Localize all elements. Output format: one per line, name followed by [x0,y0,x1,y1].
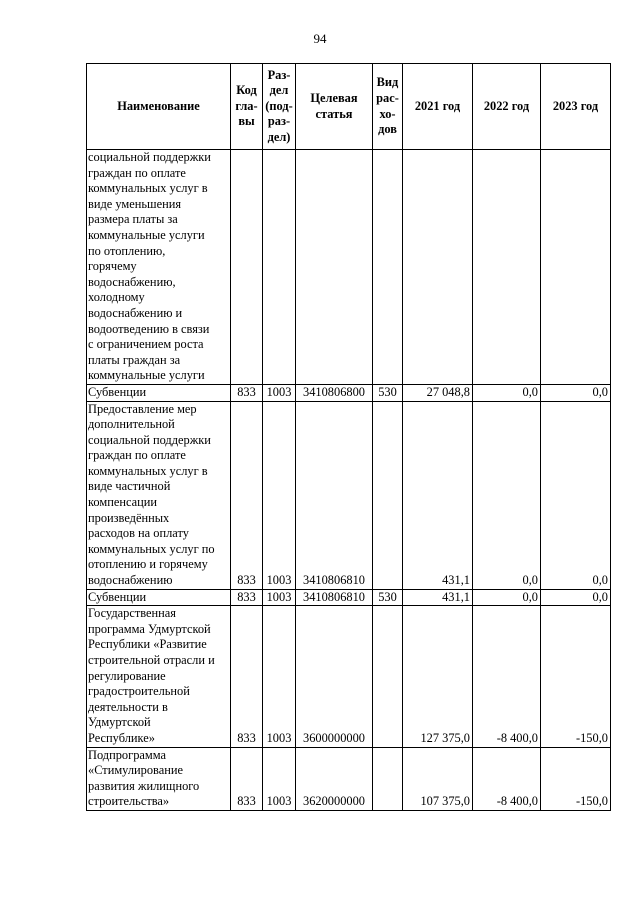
column-header-text: рас- [376,90,399,105]
cell-target: 3410806810 [296,589,373,606]
cell-expense [373,606,403,747]
column-header-text: хо- [379,106,396,121]
page-number: 94 [313,31,327,46]
cell-target: 3410806810 [296,401,373,589]
cell-target: 3620000000 [296,747,373,810]
column-header-text: 2021 год [414,98,461,113]
cell-y2023 [541,150,611,385]
column-header-chapter [231,64,263,150]
cell-section: 1003 [263,747,296,810]
cell-name-line: социальной поддержки [88,150,211,164]
column-header-y2023 [541,64,611,150]
cell-name-line: горячему [88,259,137,274]
cell-name [87,589,231,606]
cell-y2023: 0,0 [541,384,611,401]
column-header-text: дел [269,83,289,98]
cell-expense [373,747,403,810]
cell-name-line: коммунальные услуги [88,227,205,242]
cell-name-line: виде уменьшения [88,196,182,211]
cell-chapter: 833 [231,589,263,606]
cell-chapter: 833 [231,606,263,747]
cell-name-line: Удмуртской [88,715,151,730]
column-header-text: дов [378,122,397,137]
cell-y2021: 127 375,0 [403,606,473,747]
cell-chapter [231,150,263,385]
cell-name [87,401,231,589]
cell-name-line: Республике» [88,730,155,745]
cell-name-line: социальной поддержки [88,432,211,447]
cell-y2022 [473,150,541,385]
cell-name-line: компенсации [88,495,157,510]
column-header-section [263,64,296,150]
column-header-text: (под- [265,98,293,113]
cell-name-line: развития жилищного [88,778,200,793]
column-header-target [296,64,373,150]
cell-section [263,150,296,385]
cell-chapter: 833 [231,747,263,810]
cell-name-line: платы граждан за [88,352,181,367]
cell-name-line: с ограничением роста [88,337,204,352]
column-header-y2021 [403,64,473,150]
column-header-y2022 [473,64,541,150]
cell-target [296,150,373,385]
column-header-text: Наименование [117,98,200,113]
column-header-text: статья [315,106,353,121]
cell-name-line: произведённых [88,510,170,525]
column-header-name [87,64,231,150]
column-header-text: дел) [267,129,291,144]
cell-name-line: деятельности в [88,699,168,714]
table-body [87,150,611,811]
cell-chapter: 833 [231,401,263,589]
table-row [87,606,611,747]
column-header-text: Код [236,83,257,98]
cell-section: 1003 [263,606,296,747]
cell-name-line: «Стимулирование [88,763,183,778]
column-header-text: 2023 год [552,98,599,113]
column-header-text: 2022 год [483,98,530,113]
cell-name-line: размера платы за [88,212,178,227]
cell-expense [373,401,403,589]
cell-y2022: 0,0 [473,401,541,589]
column-header-text: гла- [235,98,258,113]
cell-name [87,606,231,747]
cell-name-line: градостроительной [88,684,190,699]
cell-section: 1003 [263,384,296,401]
cell-name-line: Субвенции [88,384,147,399]
column-header-text: раз- [267,114,291,129]
table-row [87,589,611,606]
cell-name-line: коммунальные услуги [88,368,205,383]
cell-y2021: 107 375,0 [403,747,473,810]
cell-y2023: -150,0 [541,747,611,810]
cell-section: 1003 [263,401,296,589]
cell-y2021: 431,1 [403,401,473,589]
cell-name-line: расходов на оплату [88,526,189,541]
table-row [87,384,611,401]
cell-name-line: коммунальных услуг в [88,181,208,196]
cell-y2022: 0,0 [473,384,541,401]
cell-chapter: 833 [231,384,263,401]
cell-name-line: регулирование [88,668,166,683]
cell-name-line: строительной отрасли и [88,653,215,667]
cell-y2021 [403,150,473,385]
budget-table [86,63,611,811]
cell-expense: 530 [373,589,403,606]
cell-name-line: отоплению и горячему [88,557,208,572]
cell-name-line: программа Удмуртской [88,621,211,636]
cell-name-line: граждан по оплате [88,448,186,463]
cell-name-line: Республики «Развитие [88,637,207,652]
table-header-row [87,64,611,150]
cell-target: 3410806800 [296,384,373,401]
cell-target: 3600000000 [296,606,373,747]
cell-y2023: 0,0 [541,401,611,589]
cell-name-line: Подпрограмма [88,747,166,762]
cell-name-line: водоотведению в связи [88,321,210,336]
cell-name-line: Предоставление мер [88,401,197,416]
cell-name-line: виде частичной [88,479,171,494]
column-header-text: Целевая [310,90,358,105]
cell-name-line: дополнительной [88,417,175,432]
cell-section: 1003 [263,589,296,606]
cell-y2022: 0,0 [473,589,541,606]
cell-name-line: Субвенции [88,589,147,604]
cell-name-line: холодному [88,290,145,305]
column-header-expense [373,64,403,150]
cell-name-line: граждан по оплате [88,165,186,180]
cell-name [87,150,231,385]
cell-expense [373,150,403,385]
cell-name-line: водоснабжению [88,573,173,588]
column-header-text: Раз- [267,67,291,82]
column-header-text: вы [238,114,255,129]
cell-y2022: -8 400,0 [473,747,541,810]
cell-name-line: водоснабжению и [88,305,183,320]
cell-name-line: коммунальных услуг по [88,541,215,556]
cell-name-line: по отоплению, [88,243,166,258]
cell-y2023: -150,0 [541,606,611,747]
cell-y2022: -8 400,0 [473,606,541,747]
cell-name-line: Государственная [88,606,176,621]
cell-y2021: 27 048,8 [403,384,473,401]
cell-name-line: коммунальных услуг в [88,463,208,478]
cell-name [87,384,231,401]
cell-y2023: 0,0 [541,589,611,606]
table-row [87,747,611,810]
cell-name [87,747,231,810]
column-header-text: Вид [376,75,399,90]
cell-name-line: водоснабжению, [88,274,176,289]
cell-name-line: строительства» [88,794,170,809]
cell-expense: 530 [373,384,403,401]
table-row [87,150,611,385]
cell-y2021: 431,1 [403,589,473,606]
table-row [87,401,611,589]
